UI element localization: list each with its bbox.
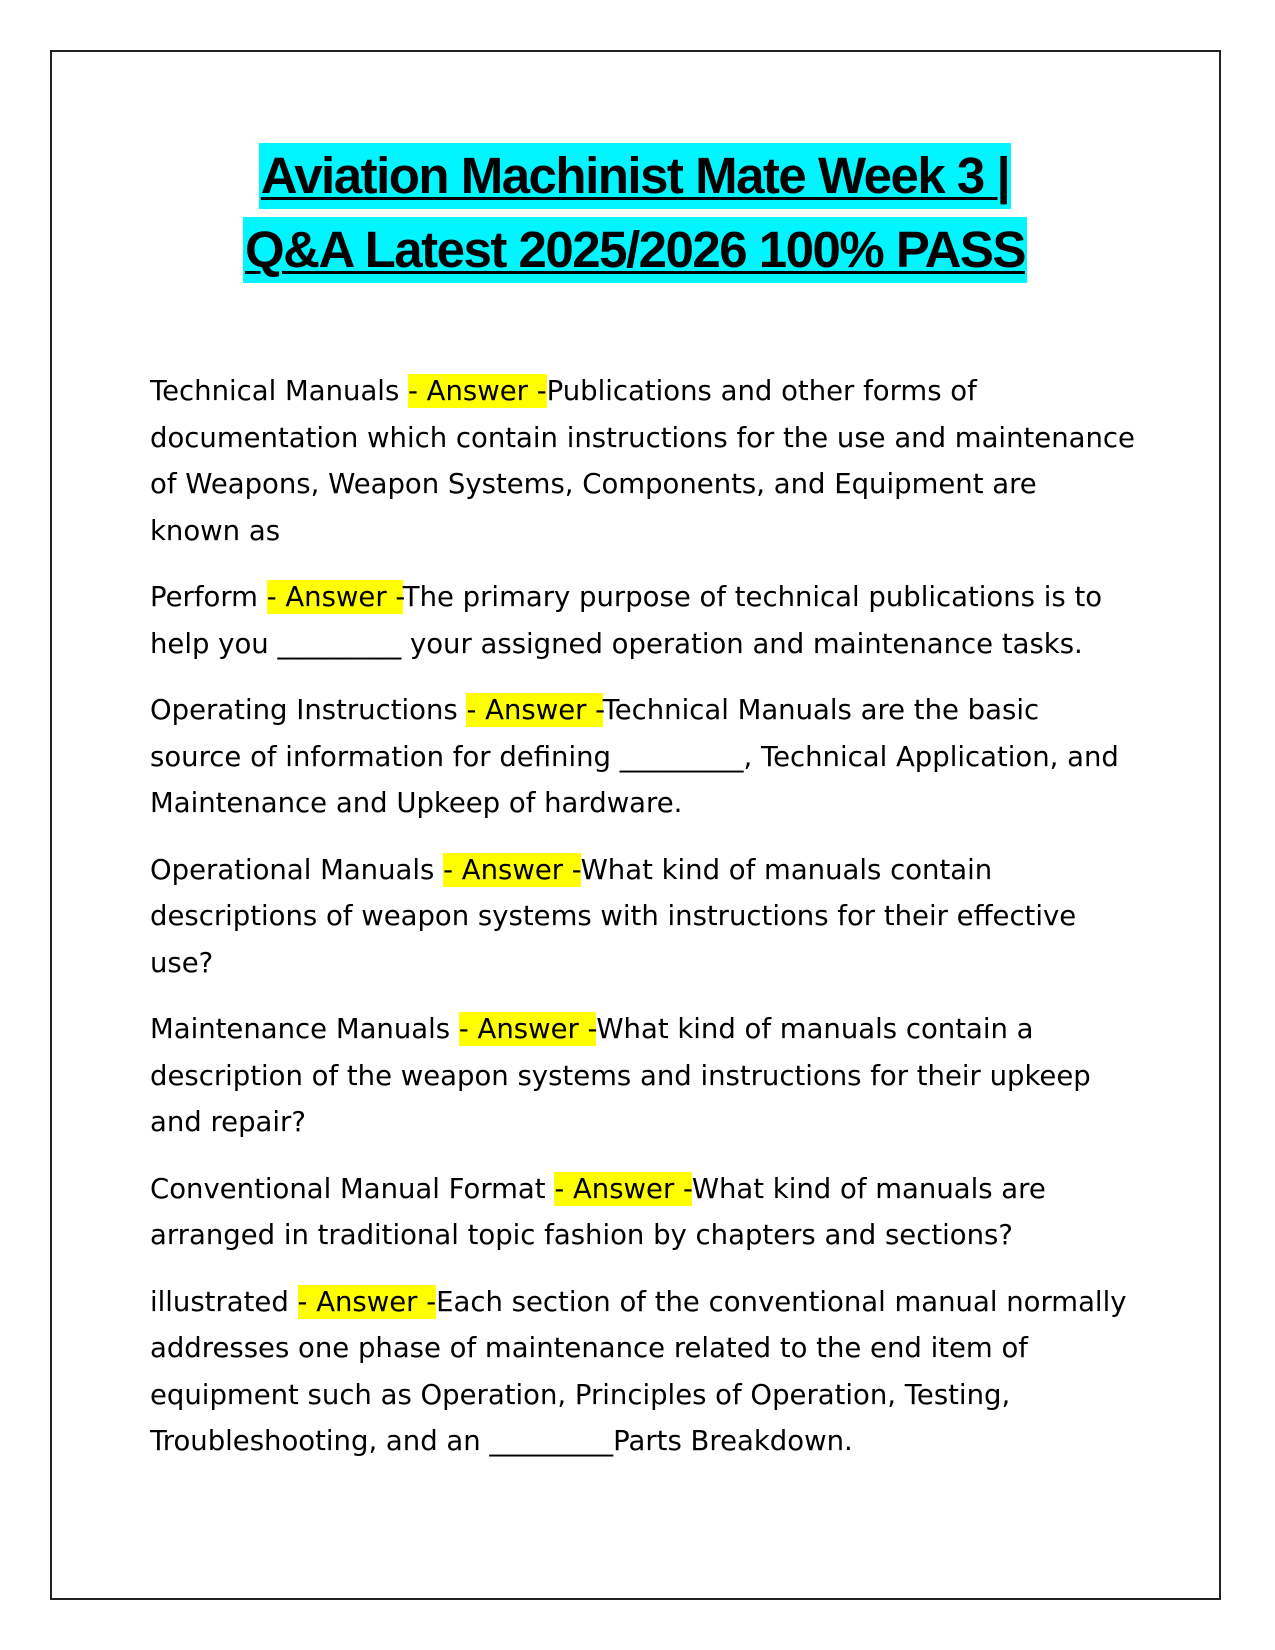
answer-tag: - Answer - bbox=[554, 1172, 692, 1205]
qa-term: illustrated bbox=[150, 1285, 298, 1318]
qa-item bbox=[150, 368, 1135, 554]
qa-item bbox=[150, 1166, 1135, 1259]
qa-term: Technical Manuals bbox=[150, 375, 409, 407]
qa-item bbox=[150, 1279, 1135, 1465]
answer-tag: - Answer - bbox=[443, 853, 581, 886]
title-line-1: Aviation Machinist Mate Week 3 | bbox=[259, 143, 1011, 209]
qa-term: Maintenance Manuals bbox=[150, 1013, 459, 1045]
answer-tag: - Answer - bbox=[266, 581, 403, 613]
title-line-2: Q&A Latest 2025/2026 100% PASS bbox=[243, 217, 1027, 283]
answer-tag: - Answer - bbox=[408, 375, 547, 407]
qa-question: What kind of manuals are arranged in traditional topic fashion by chapters and sections? bbox=[150, 1172, 1046, 1251]
qa-item bbox=[150, 847, 1135, 987]
qa-term: Conventional Manual Format bbox=[150, 1172, 555, 1205]
qa-item bbox=[150, 687, 1135, 827]
qa-question: What kind of manuals contain descriptions of weapon systems with instructions for their effective use? bbox=[150, 853, 1077, 979]
answer-tag: - Answer - bbox=[466, 694, 603, 726]
answer-tag: - Answer - bbox=[458, 1013, 597, 1045]
qa-question: Publications and other forms of documentation which contain instructions for the use and maintenance of Weapons, Weapon Systems, Components, and Equipment are known as bbox=[150, 375, 1135, 547]
qa-question: What kind of manuals contain a description of the weapon systems and instructions for their upkeep and repair? bbox=[150, 1013, 1091, 1138]
qa-term: Operational Manuals bbox=[150, 853, 444, 886]
qa-term: Perform bbox=[150, 581, 267, 613]
document-title bbox=[140, 143, 1130, 283]
answer-tag: - Answer - bbox=[297, 1285, 437, 1318]
qa-item bbox=[150, 574, 1135, 667]
qa-list bbox=[150, 368, 1135, 1485]
qa-question: Technical Manuals are the basic source of information for defining _________, Technical Application, and Maintenance and Upkeep of hardware. bbox=[150, 694, 1119, 819]
qa-question: Each section of the conventional manual normally addresses one phase of maintenance related to the end item of equipment such as Operation, Principles of Operation, Testing, Troubleshooting, and an _________Parts Breakdown. bbox=[150, 1285, 1127, 1457]
qa-term: Operating Instructions bbox=[150, 694, 467, 726]
qa-item bbox=[150, 1006, 1135, 1146]
qa-question: The primary purpose of technical publications is to help you _________ your assigned operation and maintenance tasks. bbox=[150, 581, 1103, 660]
